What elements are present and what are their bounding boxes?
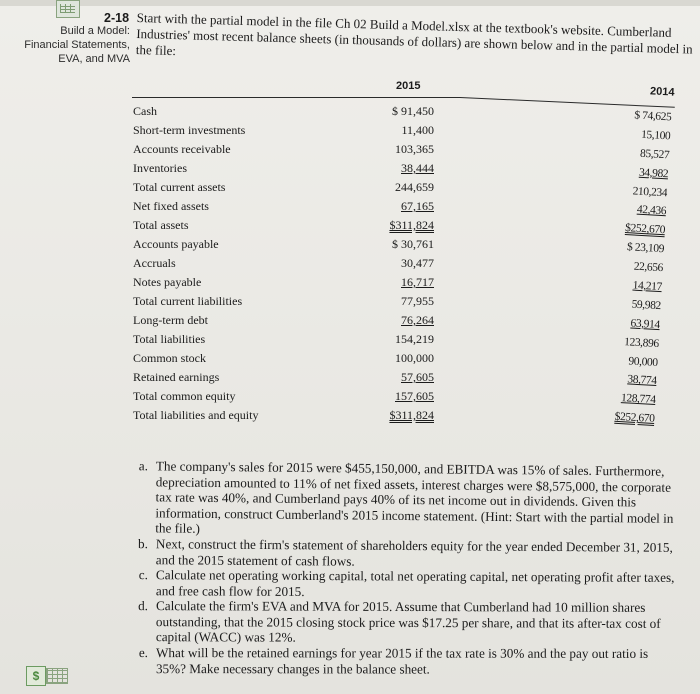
cell-2015: $311,824 — [389, 408, 434, 422]
cell-2014: $ 23,109 — [626, 241, 665, 256]
cell-2015: 11,400 — [401, 123, 434, 137]
row-label: Inventories — [133, 161, 187, 175]
cell-2014: 85,527 — [639, 147, 670, 162]
question-letter: a. — [138, 458, 148, 474]
cell-2015: 76,264 — [401, 313, 434, 327]
cell-2015: $ 30,761 — [392, 237, 434, 251]
cell-2015: 16,717 — [401, 275, 434, 289]
column-header-2014: 2014 — [649, 85, 675, 99]
cell-2014: 210,234 — [632, 184, 668, 199]
cell-2015: 30,477 — [401, 256, 434, 270]
question-c — [118, 567, 678, 601]
question-text: Calculate net operating working capital, total net operating capital, net operating profit after taxes, and free cash flow for 2015. — [155, 567, 675, 599]
row-label: Cash — [133, 104, 157, 118]
row-label: Total current liabilities — [133, 294, 243, 308]
problem-number: 2-18 — [104, 11, 130, 25]
page-top-edge — [0, 0, 700, 6]
row-label: Accounts payable — [133, 237, 219, 251]
spreadsheet-grid-icon — [46, 668, 68, 684]
cell-2015: 154,219 — [395, 332, 434, 346]
row-label: Notes payable — [133, 275, 202, 289]
cell-2015: 100,000 — [395, 351, 434, 365]
cell-2014: 34,982 — [638, 166, 669, 181]
cell-2015: 77,955 — [401, 294, 434, 308]
cell-2014: 90,000 — [628, 355, 658, 369]
cell-2014: 38,774 — [627, 373, 657, 388]
question-list — [118, 458, 678, 676]
column-2014-values — [574, 104, 672, 429]
cell-2015: 38,444 — [401, 161, 434, 175]
balance-sheet-labels — [133, 102, 373, 425]
spreadsheet-icon — [56, 0, 80, 18]
question-e — [118, 645, 678, 677]
cell-2014: 22,656 — [633, 260, 664, 275]
table-top-rule — [132, 97, 460, 98]
row-label: Short-term investments — [133, 123, 246, 137]
cell-2014: 42,436 — [636, 204, 667, 218]
question-a — [117, 458, 678, 542]
cell-2015: 244,659 — [395, 180, 434, 194]
question-letter: b. — [138, 536, 148, 552]
column-header-2015: 2015 — [396, 80, 421, 92]
cell-2015: 157,605 — [395, 389, 434, 403]
row-label: Accounts receivable — [133, 142, 231, 156]
cell-2014: 63,914 — [630, 317, 661, 331]
cell-2015: 103,365 — [395, 142, 434, 156]
question-text: The company's sales for 2015 were $455,150,000, and EBITDA was 15% of sales. Furthermore, depreciation amounted to 11% of net fixed assets, interest charges were $8,575,000, the corporate tax rate was 40%, and Cumberland pays 40% of its net income out in dividends. Given this information, construct Cumberland's 2015 income statement. (Hint: Start with the partial model in the file.) — [155, 458, 674, 537]
side-label-financial-statements: Financial Statements, — [24, 39, 130, 51]
dollar-icon: $ — [26, 666, 46, 686]
cell-2014: 123,896 — [623, 335, 660, 350]
side-label-eva-mva: EVA, and MVA — [58, 53, 130, 65]
row-label: Total liabilities — [133, 332, 206, 346]
cell-2014: 14,217 — [632, 279, 663, 294]
cell-2014: 59,982 — [631, 298, 662, 313]
question-text: What will be the retained earnings for year 2015 if the tax rate is 30% and the pay out ratio is 35%? Make necessary changes in the balance sheet. — [155, 645, 649, 677]
problem-intro: Start with the partial model in the file Ch 02 Build a Model.xlsx at the textbook's website. Cumberland Industries' most recent balance sheets (in thousands of dollars) are shown below and in the partial model in the file: — [135, 10, 693, 59]
row-label: Accruals — [133, 256, 176, 270]
row-label: Common stock — [133, 351, 207, 365]
question-letter: d. — [138, 598, 148, 614]
cell-2015: 67,165 — [401, 199, 434, 213]
row-label: Long-term debt — [133, 313, 208, 327]
column-2015-values — [358, 102, 434, 425]
cell-2014: $252,670 — [614, 411, 655, 426]
question-text: Calculate the firm's EVA and MVA for 2015. Assume that Cumberland had 10 million shares outstanding, that the 2015 closing stock price was $17.25 per share, and that its after-tax cost of capital (WACC) was 12%. — [155, 598, 661, 646]
row-label: Total liabilities and equity — [133, 408, 259, 422]
question-b — [118, 536, 678, 571]
row-label: Total common equity — [133, 389, 236, 403]
cell-2014: $ 74,625 — [634, 109, 672, 124]
row-label: Total current assets — [133, 180, 226, 194]
cell-2014: 15,100 — [640, 128, 671, 143]
row-label: Net fixed assets — [133, 199, 209, 213]
row-label: Total assets — [133, 218, 189, 232]
question-d — [118, 598, 678, 647]
side-label-build-model: Build a Model: — [60, 25, 130, 37]
row-label: Retained earnings — [133, 370, 220, 384]
cell-2015: $311,824 — [389, 218, 434, 232]
question-letter: c. — [138, 567, 148, 583]
cell-2015: 57,605 — [401, 370, 434, 384]
cell-2015: $ 91,450 — [392, 104, 434, 118]
cell-2014: 128,774 — [620, 392, 656, 407]
question-letter: e. — [138, 645, 148, 661]
question-text: Next, construct the firm's statement of shareholders equity for the year ended December 31, 2015, and the 2015 statement of cash flows. — [155, 536, 673, 569]
cell-2014: $252,670 — [624, 222, 666, 237]
